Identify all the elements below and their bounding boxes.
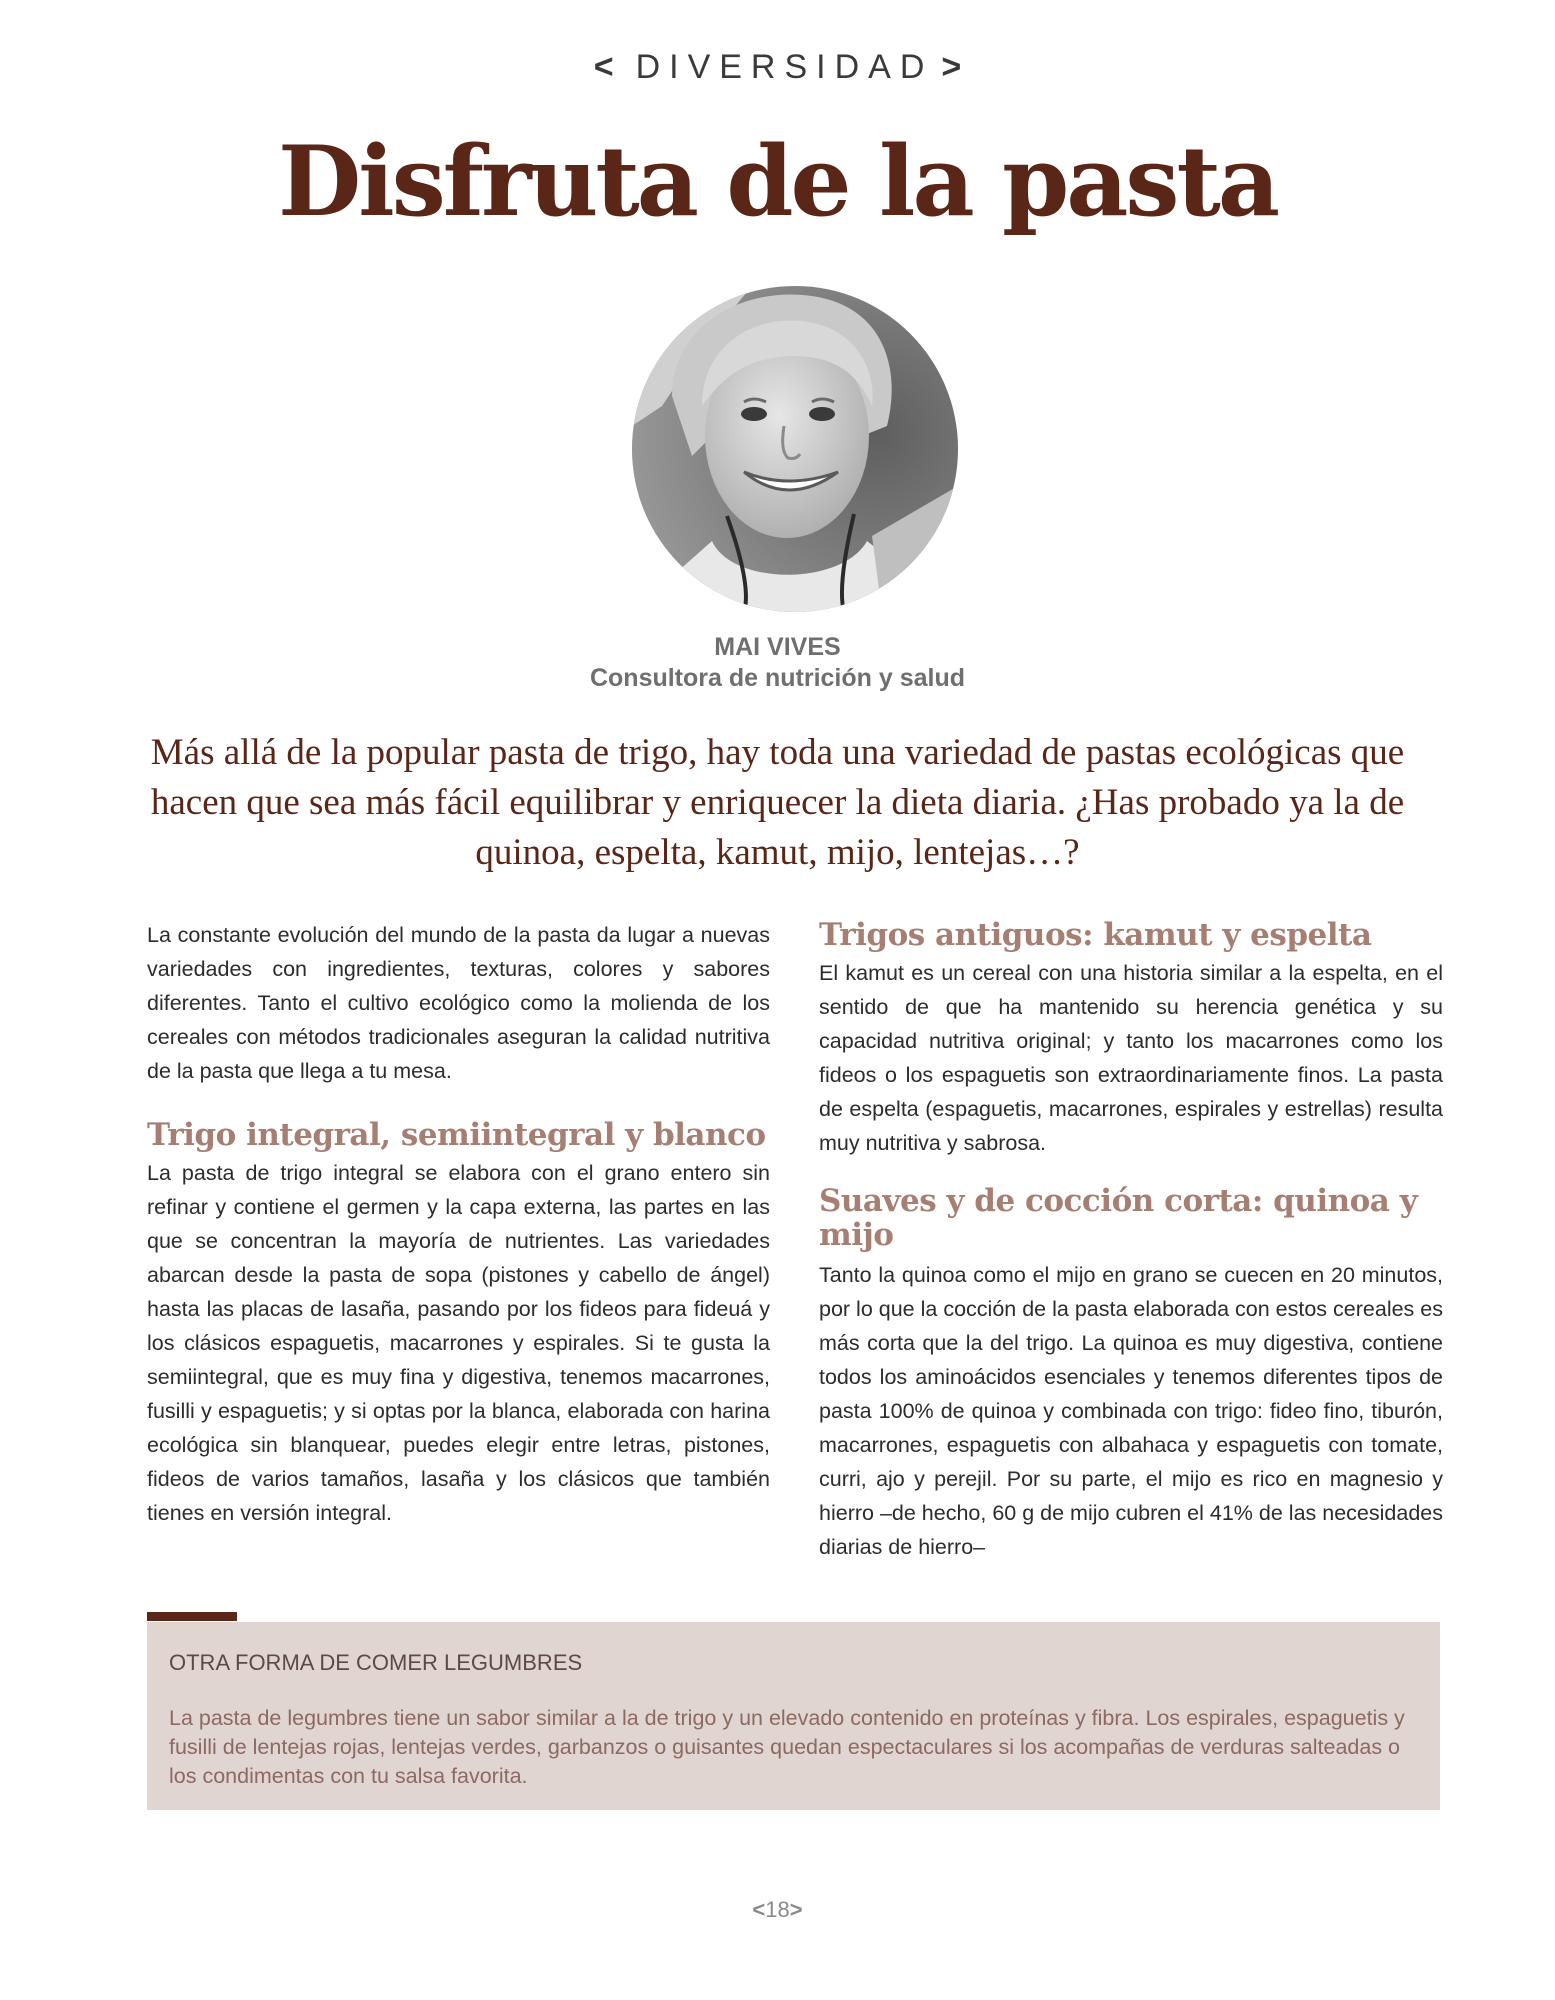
author-photo xyxy=(632,286,958,612)
sidebar-box-title: OTRA FORMA DE COMER LEGUMBRES xyxy=(169,1650,583,1675)
chevron-right-icon: > xyxy=(789,1897,803,1922)
chevron-left-icon: < xyxy=(593,48,614,86)
body-paragraph-trigo: La pasta de trigo integral se elabora con el grano entero sin refinar y contiene el germen y la capa externa, las partes en las que se concentran la mayoría de nutrientes. Las variedades abarcan desde la pasta de sopa (pistones y cabello de ángel) hasta las placas de lasaña, pasando por los fideos para fideuá y los clásicos espaguetis, macarrones y espirales. Si te gusta la semiintegral, que es muy fina y digestiva, tenemos macarrones, fusilli y espaguetis; y si optas por la blanca, elaborada con harina ecológica sin blanquear, puedes elegir entre letras, pistones, fideos de varios tamaños, lasaña y los clásicos que también tienes en versión integral. xyxy=(147,1161,770,1525)
lead-paragraph: Más allá de la popular pasta de trigo, hay toda una variedad de pastas ecológicas que hacen que sea más fácil equilibrar y enriquecer la dieta diaria. ¿Has probado ya la de quinoa, espelta, kamut, mijo, lentejas…? xyxy=(150,732,1405,873)
sidebar-accent-bar xyxy=(147,1612,237,1621)
page-number xyxy=(0,1897,1555,1923)
intro-paragraph: La constante evolución del mundo de la pasta da lugar a nuevas variedades con ingredientes, texturas, colores y sabores diferentes. Tanto el cultivo ecológico como la molienda de los cereales con métodos tradicionales aseguran la calidad nutritiva de la pasta que llega a tu mesa. xyxy=(147,923,770,1083)
body-paragraph-trigos-antiguos: El kamut es un cereal con una historia similar a la espelta, en el sentido de que ha mantenido su herencia genética y su capacidad nutritiva original; y tanto los macarrones como los fideos o los espaguetis son extraordinariamente finos. La pasta de espelta (espaguetis, macarrones, espirales y estrellas) resulta muy nutritiva y sabrosa. xyxy=(819,961,1443,1155)
page-number-value: 18 xyxy=(765,1897,790,1922)
right-column xyxy=(819,918,1443,1564)
section-tag xyxy=(0,48,1555,87)
section-label: DIVERSIDAD xyxy=(635,48,934,86)
author-role: Consultora de nutrición y salud xyxy=(589,664,966,692)
subheading-trigo: Trigo integral, semiintegral y blanco xyxy=(147,1117,766,1153)
sidebar-box xyxy=(147,1622,1440,1810)
body-paragraph-quinoa-mijo: Tanto la quinoa como el mijo en grano se cuecen en 20 minutos, por lo que la cocción de la pasta elaborada con estos cereales es más corta que la del trigo. La quinoa es muy digestiva, contiene todos los aminoácidos esenciales y tenemos diferentes tipos de pasta 100% de quinoa y combinada con trigo: fideo fino, tiburón, macarrones, espaguetis con albahaca y espaguetis con tomate, curri, ajo y perejil. Por su parte, el mijo es rico en magnesio y hierro –de hecho, 60 g de mijo cubren el 41% de las necesidades diarias de hierro– xyxy=(819,1263,1443,1559)
author-name: MAI VIVES xyxy=(714,633,841,661)
chevron-right-icon: > xyxy=(941,48,962,86)
subheading-trigos-antiguos: Trigos antiguos: kamut y espelta xyxy=(819,917,1372,953)
left-column xyxy=(147,918,770,1530)
subheading-quinoa-mijo: Suaves y de cocción corta: quinoa y mijo xyxy=(819,1183,1418,1253)
chevron-left-icon: < xyxy=(752,1897,766,1922)
page-title: Disfruta de la pasta xyxy=(277,125,1278,238)
sidebar-box-text: La pasta de legumbres tiene un sabor similar a la de trigo y un elevado contenido en proteínas y fibra. Los espirales, espaguetis y fusilli de lentejas rojas, lentejas verdes, garbanzos o guisantes quedan espectaculares si los acompañas de verduras salteadas o los condimentas con tu salsa favorita. xyxy=(169,1706,1405,1788)
